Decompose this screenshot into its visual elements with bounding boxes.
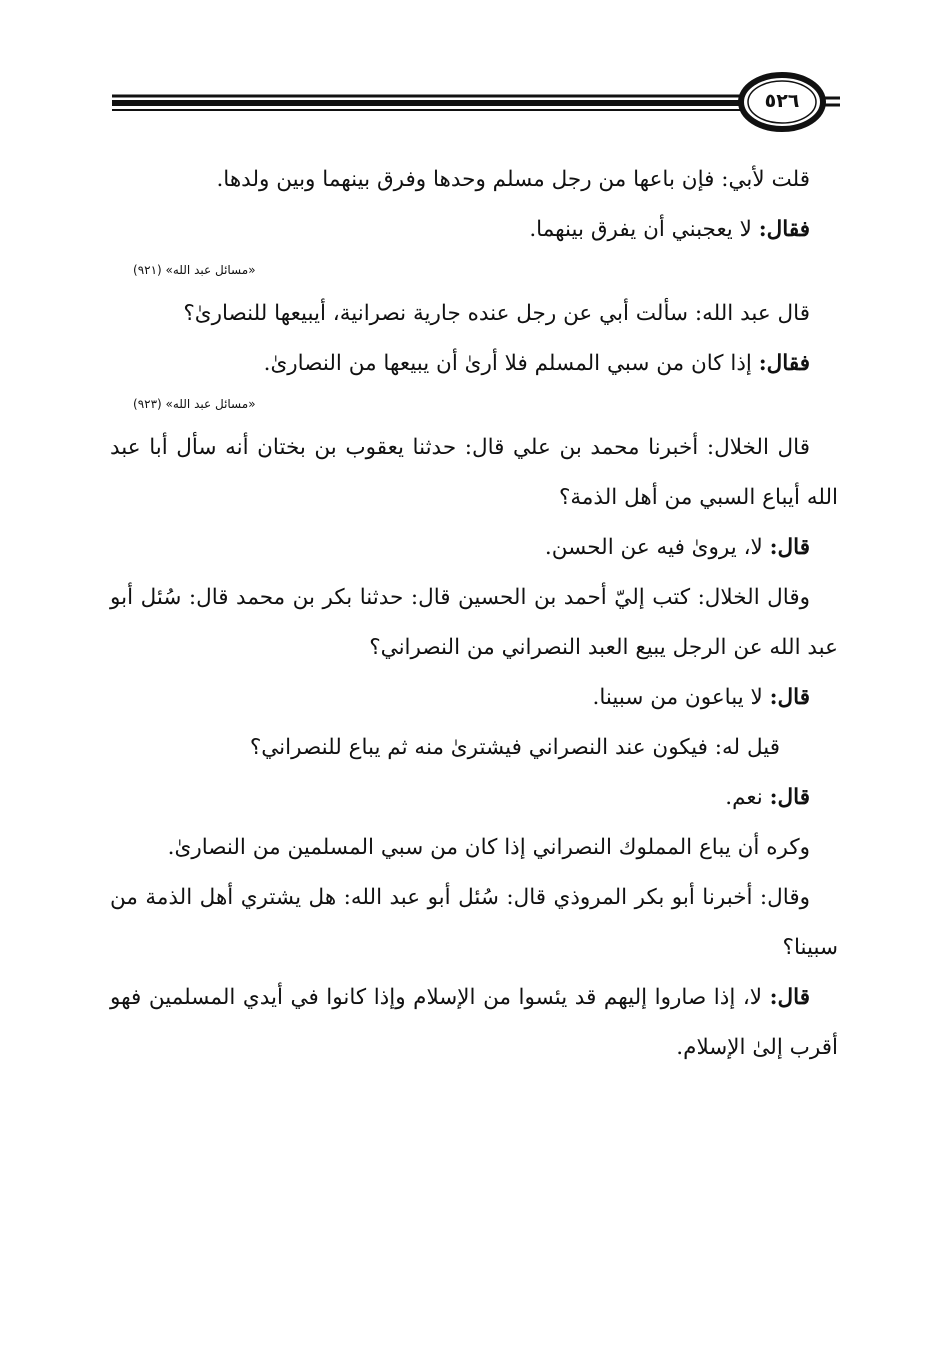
body-paragraph xyxy=(110,873,838,973)
body-paragraph xyxy=(110,205,838,255)
speaker-label: قال: xyxy=(769,535,810,560)
body-paragraph xyxy=(110,289,838,339)
paragraph-text: قال عبد الله: سألت أبي عن رجل عنده جارية نصرانية، أيبيعها للنصارىٰ؟ xyxy=(183,301,810,326)
paragraph-text: قال الخلال: أخبرنا محمد بن علي قال: حدثنا يعقوب بن بختان أنه سأل أبا عبد الله أيباع السبي من أهل الذمة؟ xyxy=(110,435,838,510)
speaker-label: قال: xyxy=(769,785,810,810)
paragraph-text: نعم. xyxy=(725,785,770,810)
paragraph-text: لا يباعون من سبينا. xyxy=(592,685,770,710)
body-paragraph xyxy=(110,973,838,1073)
paragraph-text: لا يعجبني أن يفرق بينهما. xyxy=(529,217,759,242)
paragraph-text: وقال: أخبرنا أبو بكر المروذي قال: سُئل أبو عبد الله: هل يشتري أهل الذمة من سبينا؟ xyxy=(110,885,838,960)
speaker-label: قال: xyxy=(769,985,810,1010)
source-reference: «مسائل عبد الله» (٩٢٣) xyxy=(133,397,256,411)
body-paragraph xyxy=(110,673,838,723)
paragraph-text: قيل له: فيكون عند النصراني فيشترىٰ منه ثم يباع للنصراني؟ xyxy=(249,735,780,760)
paragraph-text: وقال الخلال: كتب إليّ أحمد بن الحسين قال: حدثنا بكر بن محمد قال: سُئل أبو عبد الله عن الرجل يبيع العبد النصراني من النصراني؟ xyxy=(110,585,838,660)
paragraph-text: لا، إذا صاروا إليهم قد يئسوا من الإسلام وإذا كانوا في أيدي المسلمين فهو أقرب إلىٰ الإسلام. xyxy=(110,985,838,1060)
paragraph-text: لا، يروىٰ فيه عن الحسن. xyxy=(544,535,770,560)
paragraph-text: إذا كان من سبي المسلم فلا أرىٰ أن يبيعها من النصارىٰ. xyxy=(263,351,759,376)
body-paragraph xyxy=(110,339,838,389)
body-paragraph xyxy=(110,723,838,773)
speaker-label: قال: xyxy=(769,685,810,710)
body-paragraph xyxy=(110,823,838,873)
body-paragraph xyxy=(110,573,838,673)
speaker-label: فقال: xyxy=(758,351,810,376)
source-reference: «مسائل عبد الله» (٩٢١) xyxy=(133,263,256,277)
page-number: ٥٢٦ xyxy=(764,90,800,112)
body-paragraph xyxy=(110,155,838,205)
header-rule-ornament xyxy=(112,70,842,140)
page-body xyxy=(110,155,838,1073)
paragraph-text: وكره أن يباع المملوك النصراني إذا كان من سبي المسلمين من النصارىٰ. xyxy=(167,835,810,860)
page-header xyxy=(112,70,842,140)
body-paragraph xyxy=(110,423,838,523)
body-paragraph xyxy=(110,773,838,823)
paragraph-text: قلت لأبي: فإن باعها من رجل مسلم وحدها وفرق بينهما وبين ولدها. xyxy=(216,167,810,192)
speaker-label: فقال: xyxy=(758,217,810,242)
body-paragraph xyxy=(110,523,838,573)
